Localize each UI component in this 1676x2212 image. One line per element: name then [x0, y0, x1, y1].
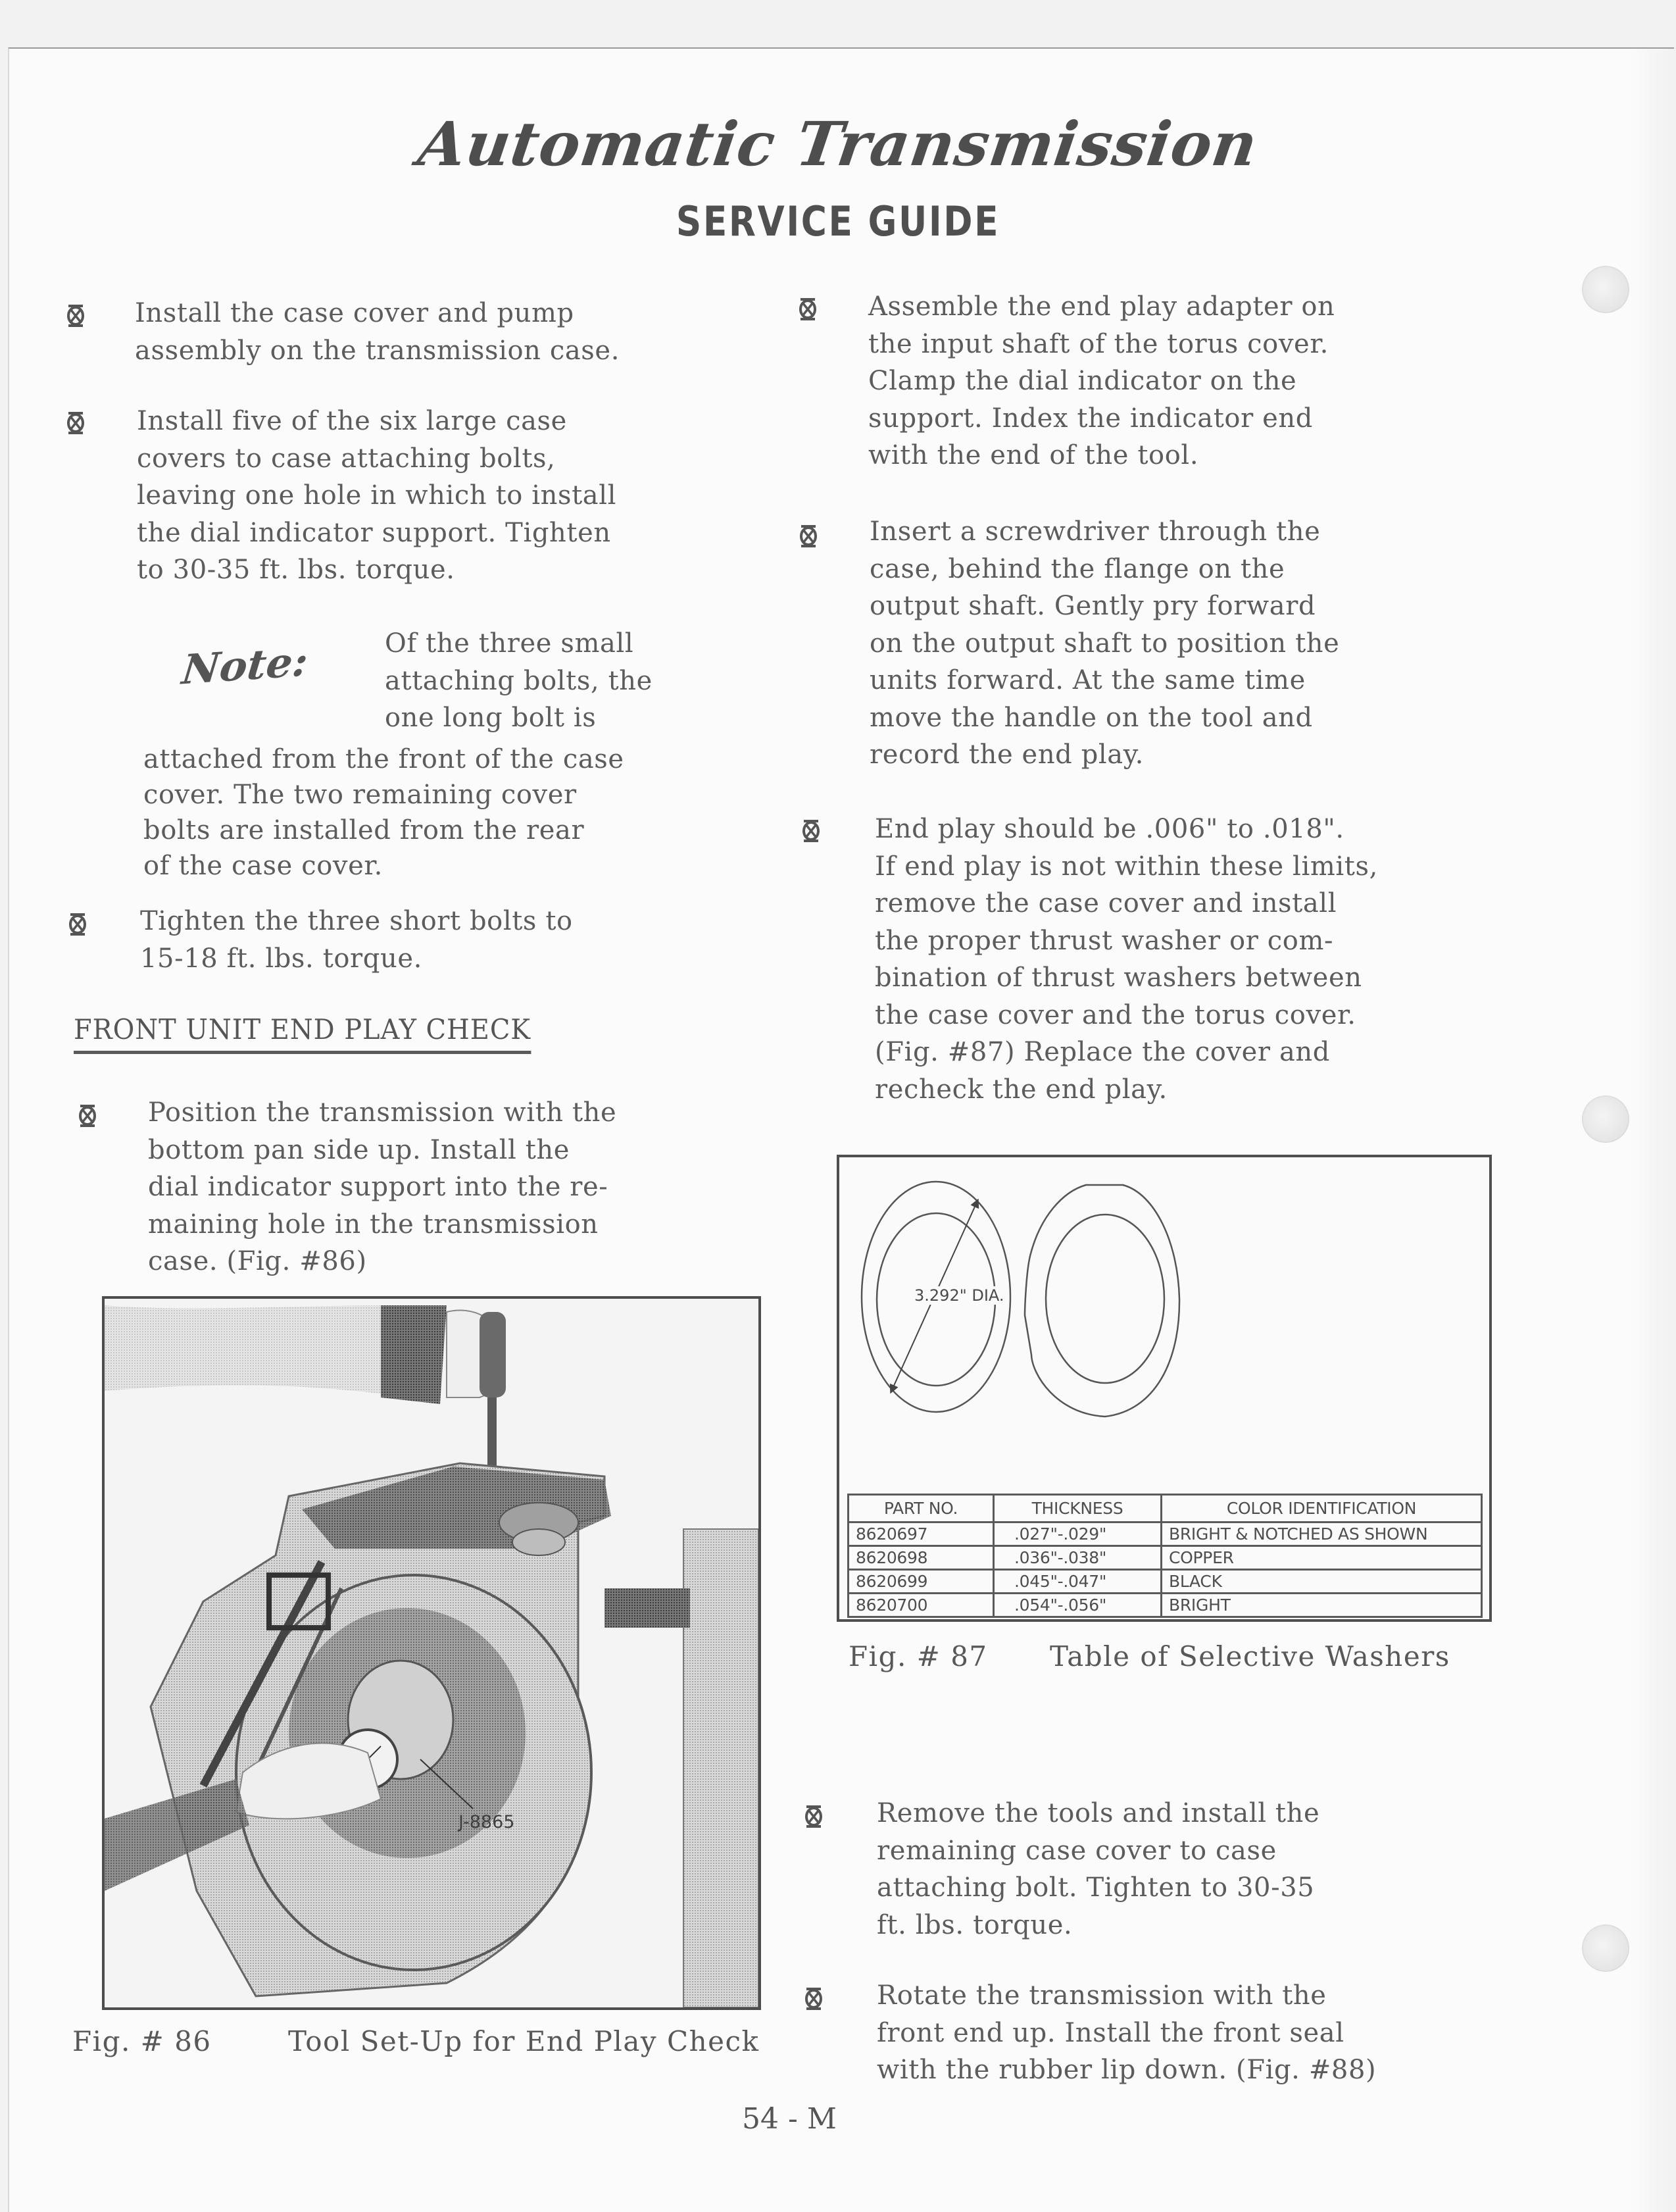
thickness-cell: .054"-.056"	[994, 1594, 1162, 1617]
boxed-x-bullet-icon	[799, 524, 818, 548]
thickness-cell: .045"-.047"	[994, 1570, 1162, 1594]
figure-87-washers	[837, 1155, 1492, 1622]
tool-label-j-8865: J-8865	[458, 1812, 515, 1832]
step-end-play-limits: End play should be .006" to .018". If end play is not within these limits, remove the case cover and install the proper thrust washer or com- bination of thrust washers between the case cover and the torus cover. (Fig. #87) Replace the cover and recheck the end play.	[875, 814, 1378, 1105]
part-number-cell: 8620700	[849, 1594, 994, 1617]
part-number-cell: 8620698	[849, 1546, 994, 1570]
step-tighten-short-bolts: Tighten the three short bolts to 15-18 ft. lbs. torque.	[140, 906, 573, 974]
step-assemble-adapter: Assemble the end play adapter on the input shaft of the torus cover. Clamp the dial indicator on the support. Index the indicator end with the end of the tool.	[868, 291, 1335, 470]
step-position-transmission: Position the transmission with the bottom pan side up. Install the dial indicator support into the re- maining hole in the transmission case. (Fig. #86)	[148, 1097, 617, 1276]
color-id-cell: BRIGHT & NOTCHED AS SHOWN	[1162, 1522, 1482, 1546]
binder-hole-bottom	[1582, 1924, 1629, 1972]
table-row	[849, 1522, 1482, 1546]
note-label: Note:	[180, 637, 310, 694]
step-remove-tools: Remove the tools and install the remaining case cover to case attaching bolt. Tighten to 30-35 ft. lbs. torque.	[877, 1798, 1320, 1940]
figure-87-caption-number: Fig. # 87	[849, 1640, 988, 1672]
note-text-body: attached from the front of the case cover. The two remaining cover bolts are installed from the rear of the case cover.	[143, 744, 624, 881]
column-header-color-identification: COLOR IDENTIFICATION	[1162, 1495, 1482, 1522]
section-heading-front-unit-end-play: FRONT UNIT END PLAY CHECK	[74, 1013, 531, 1054]
table-row	[849, 1546, 1482, 1570]
figure-86-caption-number: Fig. # 86	[72, 2025, 212, 2057]
transmission-photo-illustration	[105, 1299, 758, 2007]
column-header-part-no: PART NO.	[849, 1495, 994, 1522]
page-number: 54 - M	[742, 2102, 837, 2136]
binder-hole-middle	[1582, 1095, 1629, 1143]
page-title-script: Automatic Transmission	[414, 109, 1262, 180]
table-header-row	[849, 1495, 1482, 1522]
note-text-inset: Of the three small attaching bolts, the one long bolt is	[385, 628, 653, 733]
boxed-x-bullet-icon	[66, 304, 86, 328]
column-header-thickness: THICKNESS	[994, 1495, 1162, 1522]
diameter-label: 3.292" DIA.	[914, 1286, 1004, 1305]
page-subtitle: SERVICE GUIDE	[676, 197, 1000, 245]
figure-87-caption-title: Table of Selective Washers	[1050, 1640, 1450, 1672]
figure-86-caption-title: Tool Set-Up for End Play Check	[288, 2025, 760, 2057]
color-id-cell: BLACK	[1162, 1570, 1482, 1594]
step-install-case-cover: Install the case cover and pump assembly on the transmission case.	[135, 298, 620, 366]
binder-hole-top	[1582, 266, 1629, 313]
boxed-x-bullet-icon	[804, 1987, 824, 2011]
boxed-x-bullet-icon	[798, 297, 818, 321]
boxed-x-bullet-icon	[66, 411, 86, 435]
boxed-x-bullet-icon	[68, 913, 87, 936]
step-insert-screwdriver: Insert a screwdriver through the case, behind the flange on the output shaft. Gently pry forward on the output shaft to position the units forward. At the same time move the handle on the tool and record the end play.	[870, 516, 1340, 770]
thickness-cell: .027"-.029"	[994, 1522, 1162, 1546]
washer-notched-outer	[1025, 1185, 1179, 1417]
color-id-cell: COPPER	[1162, 1546, 1482, 1570]
part-number-cell: 8620699	[849, 1570, 994, 1594]
boxed-x-bullet-icon	[801, 819, 821, 843]
washer-notched-inner	[1046, 1215, 1164, 1383]
table-row	[849, 1594, 1482, 1617]
boxed-x-bullet-icon	[804, 1805, 824, 1828]
part-number-cell: 8620697	[849, 1522, 994, 1546]
thickness-cell: .036"-.038"	[994, 1546, 1162, 1570]
selective-washer-table	[847, 1494, 1483, 1618]
selective-washer-diagram	[839, 1157, 1489, 1486]
table-row	[849, 1570, 1482, 1594]
step-install-five-bolts: Install five of the six large case covers to case attaching bolts, leaving one hole in which to install the dial indicator support. Tighten to 30-35 ft. lbs. torque.	[137, 406, 617, 585]
boxed-x-bullet-icon	[78, 1104, 97, 1128]
figure-86-photo	[102, 1296, 761, 2010]
step-rotate-transmission: Rotate the transmission with the front end up. Install the front seal with the rubber lip down. (Fig. #88)	[877, 1980, 1377, 2085]
color-id-cell: BRIGHT	[1162, 1594, 1482, 1617]
